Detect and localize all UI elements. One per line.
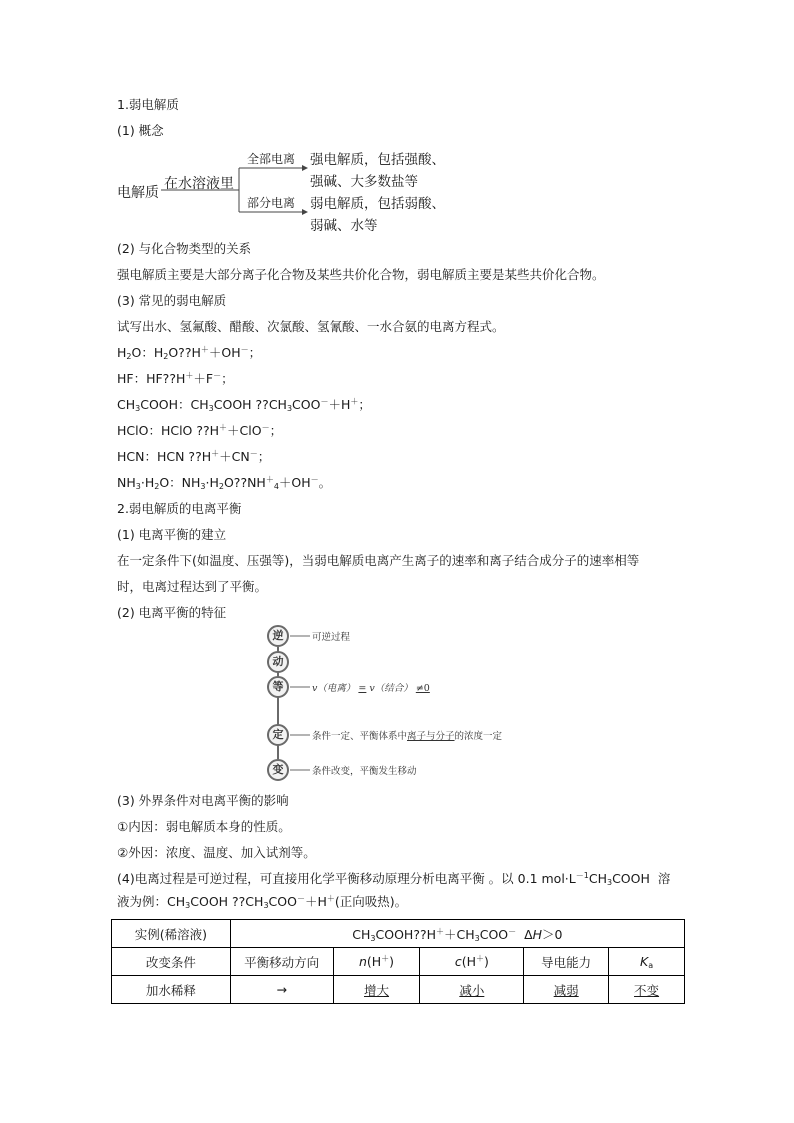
table-cell-shift-direction: 平衡移动方向 — [230, 948, 333, 976]
table-cell-condition: 改变条件 — [112, 948, 231, 976]
section-2-title: 2.弱电解质的电离平衡 — [117, 501, 242, 516]
partial-ionization-label: 部分电离 — [247, 196, 296, 210]
table-cell-c-h: c(H＋) — [420, 948, 524, 976]
equation-acetic-acid: $CH_3COOH$：$CH_3COOH$ $??CH_3COO^-+H^+$； — [117, 397, 371, 413]
external-cause-text: ②外因：浓度、温度、加入试剂等。 — [117, 845, 316, 860]
section-1-title: 1.弱电解质 — [117, 97, 179, 112]
subsection-compound-types: (2) 与化合物类型的关系 — [117, 241, 252, 256]
equation-water: $H_2O$：$H_2O??H^++OH^-$； — [117, 345, 262, 361]
electrolyte-label: 电解质 — [117, 185, 159, 201]
condition-label: 在水溶液里 — [164, 176, 234, 192]
feature-dynamic-circle: 动 — [267, 651, 289, 673]
reversible-process-text-2: 液为例：$CH_3COOH$ $??CH_3COO^-+H^+$(正向吸热)。 — [117, 894, 408, 910]
subsection-external-conditions: (3) 外界条件对电离平衡的影响 — [117, 793, 289, 808]
equilibrium-features-diagram — [266, 625, 536, 785]
strong-electrolyte-line1: 强电解质，包括强酸、 — [310, 152, 445, 168]
feature-fixed-text: 条件一定、平衡体系中离子与分子的浓度一定 — [312, 731, 503, 742]
feature-change-text: 条件改变，平衡发生移动 — [312, 766, 417, 777]
equilibrium-table — [111, 919, 685, 1004]
feature-equal-circle: 等 — [267, 676, 289, 698]
table-cell-conductivity: 导电能力 — [524, 948, 609, 976]
table-row — [112, 948, 685, 976]
equation-ammonia: $NH_3\cdot H_2O$：$NH_3\cdot H_2O??NH^+_4+OH^-$。 — [117, 475, 332, 491]
feature-reversible-circle: 逆 — [267, 625, 289, 647]
table-cell-unchanged: 不变 — [609, 976, 685, 1004]
weak-electrolyte-line1: 弱电解质，包括弱酸、 — [310, 196, 445, 212]
subsection-concept: (1) 概念 — [117, 123, 164, 138]
concept-diagram — [117, 148, 457, 234]
feature-reversible-text: 可逆过程 — [312, 632, 351, 643]
strong-electrolyte-line2: 强碱、大多数盐等 — [310, 174, 418, 190]
equilibrium-establish-text-2: 时，电离过程达到了平衡。 — [117, 579, 268, 594]
table-cell-decrease: 减小 — [420, 976, 524, 1004]
table-cell-right-arrow: → — [230, 976, 333, 1004]
table-header-equation: $CH_3COOH??H^++CH_3COO^-$ ΔH＞0 — [230, 920, 684, 948]
compound-types-text: 强电解质主要是大部分离子化合物及某些共价化合物，弱电解质主要是某些共价化合物。 — [117, 267, 605, 282]
features-connector-lines — [266, 625, 536, 785]
table-cell-dilution: 加水稀释 — [112, 976, 231, 1004]
subsection-equilibrium-features: (2) 电离平衡的特征 — [117, 605, 227, 620]
table-row — [112, 976, 685, 1004]
feature-change-circle: 变 — [267, 759, 289, 781]
equilibrium-establish-text-1: 在一定条件下(如温度、压强等)，当弱电解质电离产生离子的速率和离子结合成分子的速率相等 — [117, 553, 640, 568]
reversible-process-text-1: (4)电离过程是可逆过程，可直接用化学平衡移动原理分析电离平衡 。以 0.1 $mol\cdot L^{-1}CH_3COOH$ 溶 — [117, 871, 671, 887]
subsection-common-weak: (3) 常见的弱电解质 — [117, 293, 227, 308]
equation-hf: HF：HF??H＋＋F－； — [117, 371, 234, 386]
table-cell-n-h: n(H＋) — [333, 948, 420, 976]
feature-fixed-circle: 定 — [267, 724, 289, 746]
table-header-example: 实例(稀溶液) — [112, 920, 231, 948]
table-row — [112, 920, 685, 948]
equation-hclo: HClO：HClO ??H＋＋ClO－； — [117, 423, 283, 438]
common-weak-text: 试写出水、氢氟酸、醋酸、次氯酸、氢氰酸、一水合氨的电离方程式。 — [117, 319, 505, 334]
subsection-equilibrium-establish: (1) 电离平衡的建立 — [117, 527, 227, 542]
internal-cause-text: ①内因：弱电解质本身的性质。 — [117, 819, 291, 834]
table-cell-ka: $K_a$ — [609, 948, 685, 976]
equation-hcn: HCN：HCN ??H＋＋CN－； — [117, 449, 271, 464]
table-cell-increase: 增大 — [333, 976, 420, 1004]
table-cell-weaken: 减弱 — [524, 976, 609, 1004]
feature-equal-text: v（电离） = v（结合） ≠0 — [312, 683, 430, 694]
weak-electrolyte-line2: 弱碱、水等 — [310, 218, 378, 234]
full-ionization-label: 全部电离 — [247, 152, 296, 166]
